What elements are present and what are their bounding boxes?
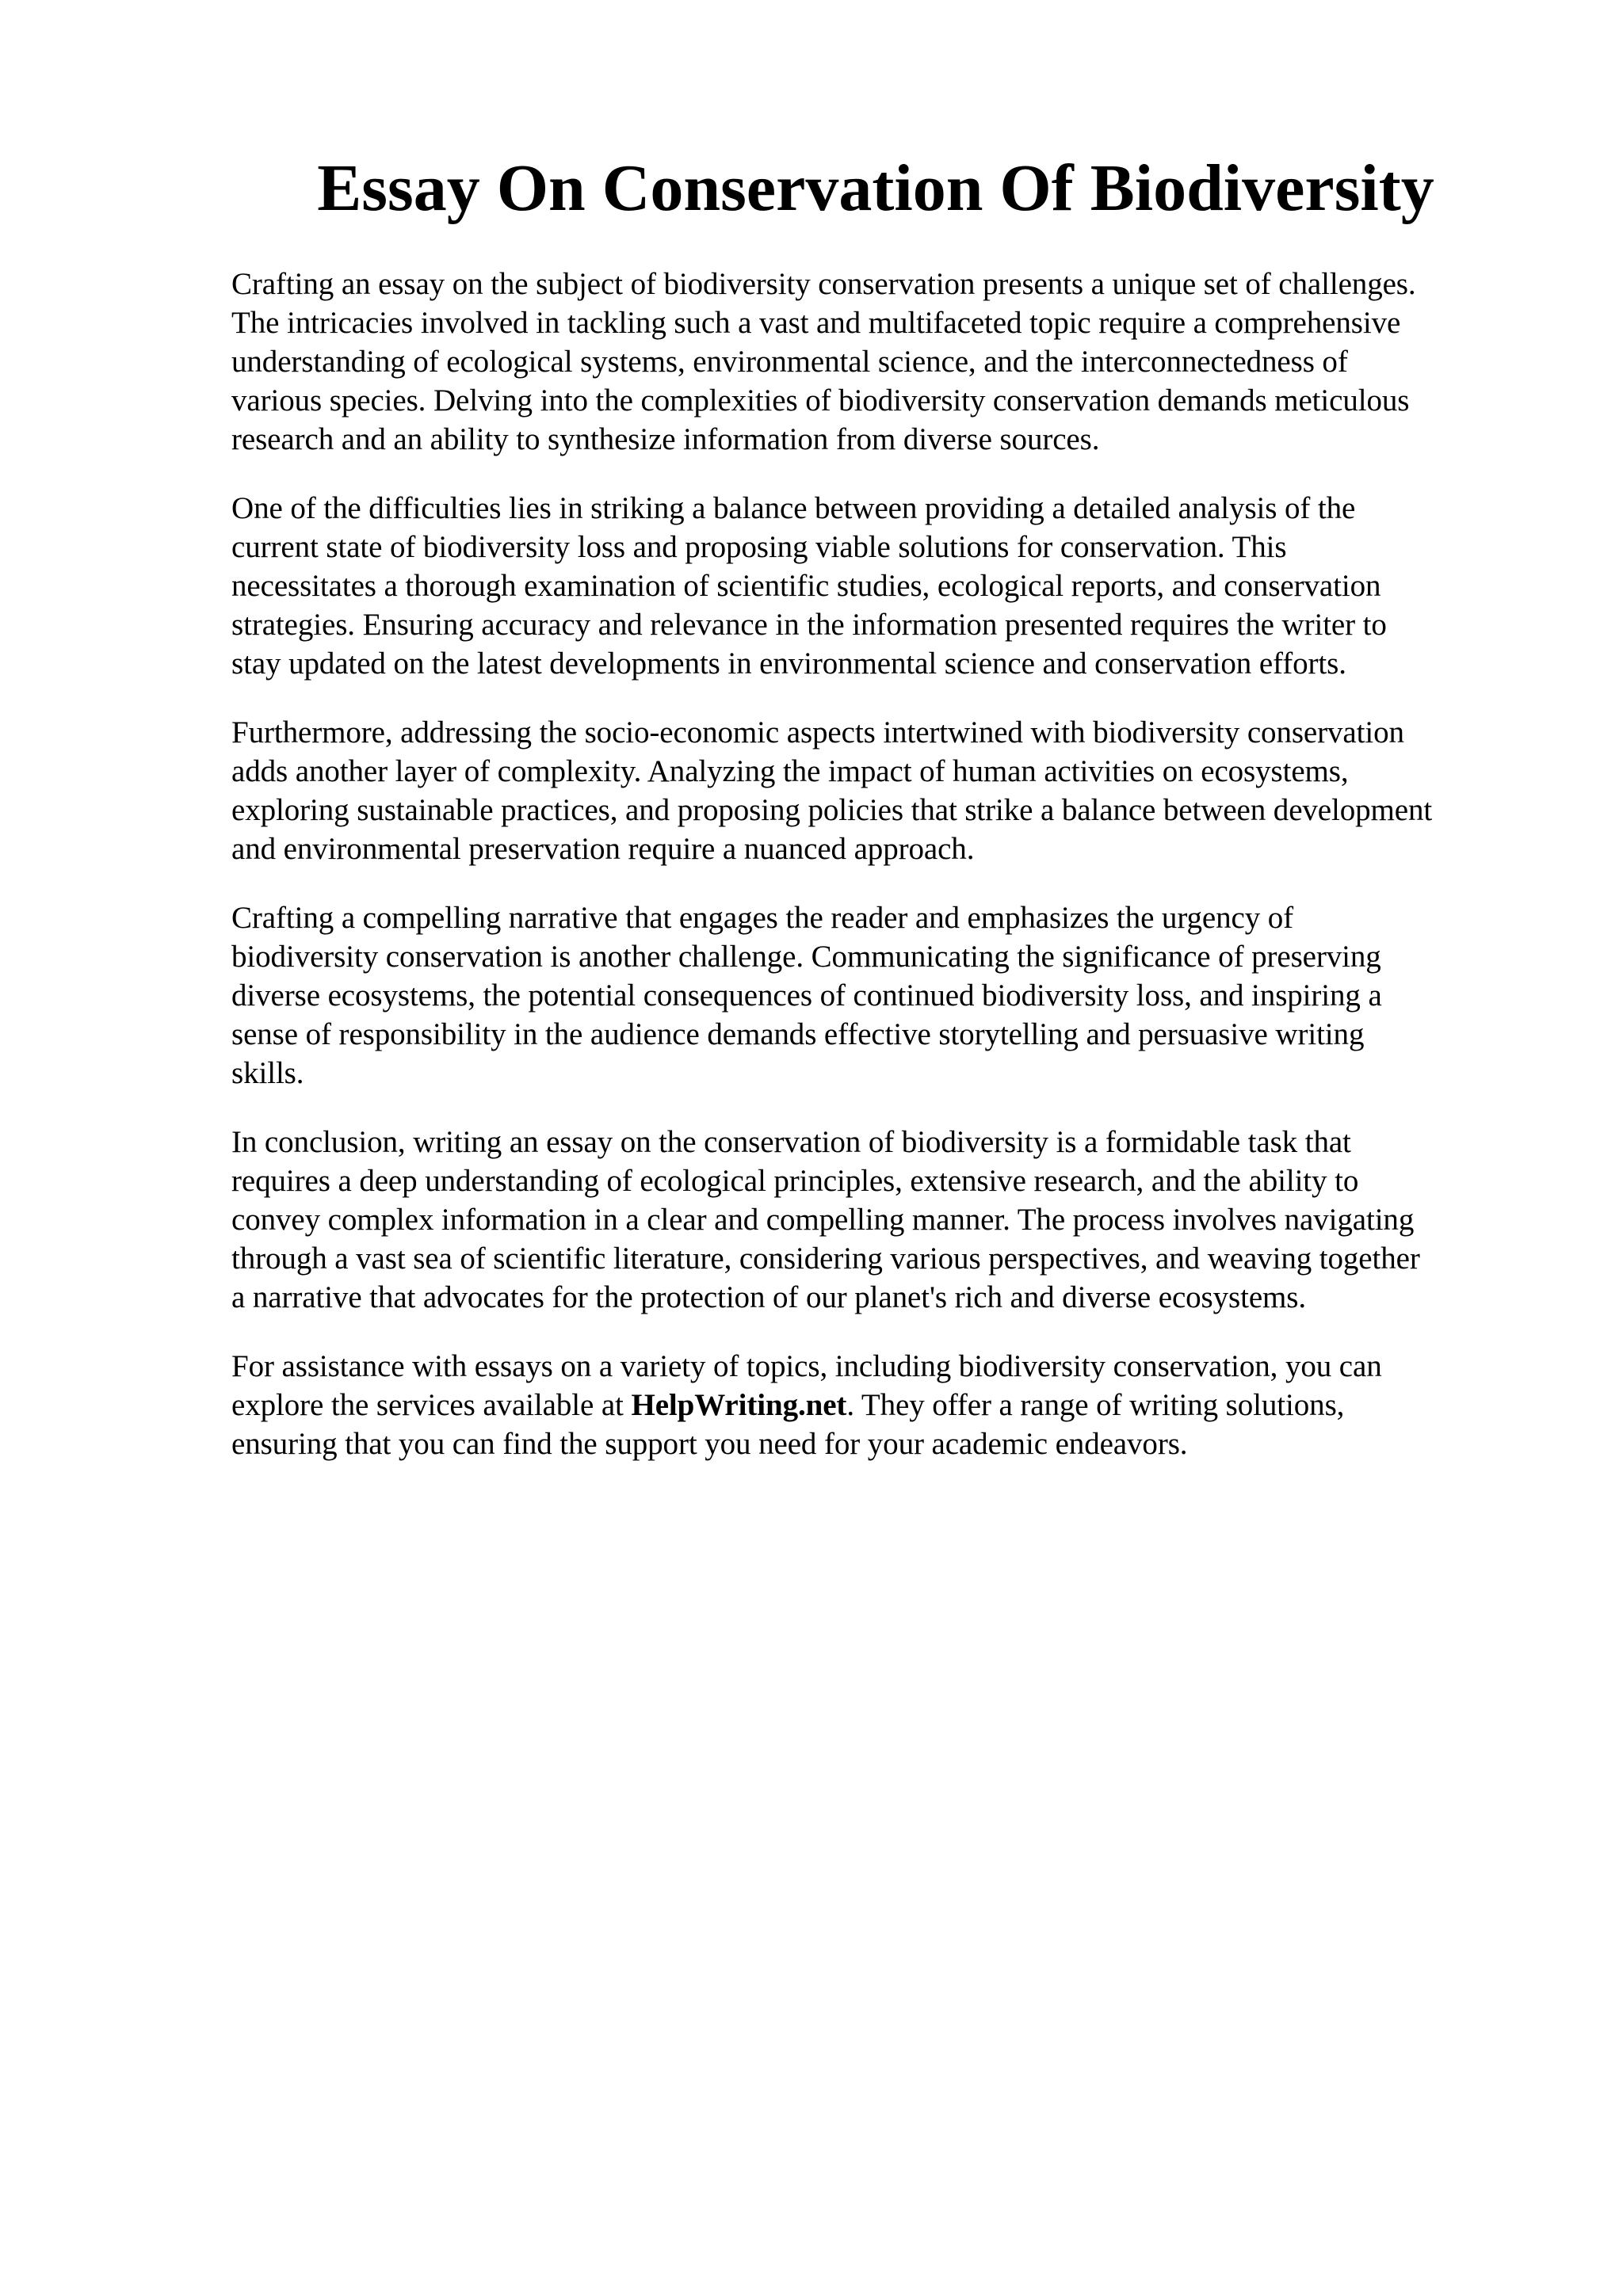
paragraph-5 bbox=[231, 1123, 1547, 1317]
text-line: skills. bbox=[231, 1056, 304, 1090]
paragraph-6 bbox=[231, 1347, 1547, 1463]
text-line: necessitates a thorough examination of scientific studies, ecological reports, and conservation bbox=[231, 569, 1381, 603]
text-line: In conclusion, writing an essay on the conservation of biodiversity is a formidable task that bbox=[231, 1125, 1351, 1159]
text-line: biodiversity conservation is another challenge. Communicating the significance of preserving bbox=[231, 940, 1381, 974]
essay-body bbox=[231, 265, 1547, 1493]
text-line: convey complex information in a clear and compelling manner. The process involves navigating bbox=[231, 1203, 1415, 1237]
text-segment: . They offer a range of writing solutions, bbox=[846, 1388, 1345, 1422]
text-line: exploring sustainable practices, and proposing policies that strike a balance between development bbox=[231, 793, 1433, 827]
text-segment: explore the services available at bbox=[231, 1388, 632, 1422]
text-line: Crafting an essay on the subject of biodiversity conservation presents a unique set of challenges. bbox=[231, 267, 1416, 301]
text-line: stay updated on the latest developments in environmental science and conservation efforts. bbox=[231, 646, 1346, 681]
text-line: diverse ecosystems, the potential consequences of continued biodiversity loss, and inspiring a bbox=[231, 978, 1382, 1013]
paragraph-3 bbox=[231, 713, 1547, 868]
text-line bbox=[231, 1386, 1547, 1425]
text-line: through a vast sea of scientific literature, considering various perspectives, and weaving together bbox=[231, 1241, 1420, 1276]
text-line: Furthermore, addressing the socio-economic aspects intertwined with biodiversity conservation bbox=[231, 715, 1404, 749]
text-line: sense of responsibility in the audience demands effective storytelling and persuasive writing bbox=[231, 1017, 1365, 1051]
text-line: a narrative that advocates for the protection of our planet's rich and diverse ecosystems. bbox=[231, 1280, 1307, 1314]
text-line: research and an ability to synthesize information from diverse sources. bbox=[231, 422, 1100, 456]
text-line: The intricacies involved in tackling such a vast and multifaceted topic require a comprehensive bbox=[231, 306, 1401, 340]
paragraph-4 bbox=[231, 898, 1547, 1093]
paragraph-2 bbox=[231, 489, 1547, 683]
text-line: For assistance with essays on a variety of topics, including biodiversity conservation, you can bbox=[231, 1349, 1382, 1383]
text-line: various species. Delving into the complexities of biodiversity conservation demands meticulous bbox=[231, 383, 1410, 418]
text-line: strategies. Ensuring accuracy and relevance in the information presented requires the writer to bbox=[231, 608, 1387, 642]
text-line: understanding of ecological systems, environmental science, and the interconnectedness of bbox=[231, 345, 1348, 379]
page-title: Essay On Conservation Of Biodiversity bbox=[317, 151, 1434, 225]
text-line: requires a deep understanding of ecological principles, extensive research, and the ability to bbox=[231, 1164, 1359, 1198]
text-line: ensuring that you can find the support you need for your academic endeavors. bbox=[231, 1427, 1188, 1461]
paragraph-1 bbox=[231, 265, 1547, 459]
helpwriting-link[interactable]: HelpWriting.net bbox=[631, 1388, 847, 1422]
text-line: Crafting a compelling narrative that engages the reader and emphasizes the urgency of bbox=[231, 901, 1294, 935]
text-line: current state of biodiversity loss and proposing viable solutions for conservation. This bbox=[231, 530, 1287, 564]
text-line: adds another layer of complexity. Analyzing the impact of human activities on ecosystems, bbox=[231, 754, 1349, 788]
text-line: One of the difficulties lies in striking a balance between providing a detailed analysis of the bbox=[231, 491, 1356, 525]
text-line: and environmental preservation require a nuanced approach. bbox=[231, 832, 975, 866]
